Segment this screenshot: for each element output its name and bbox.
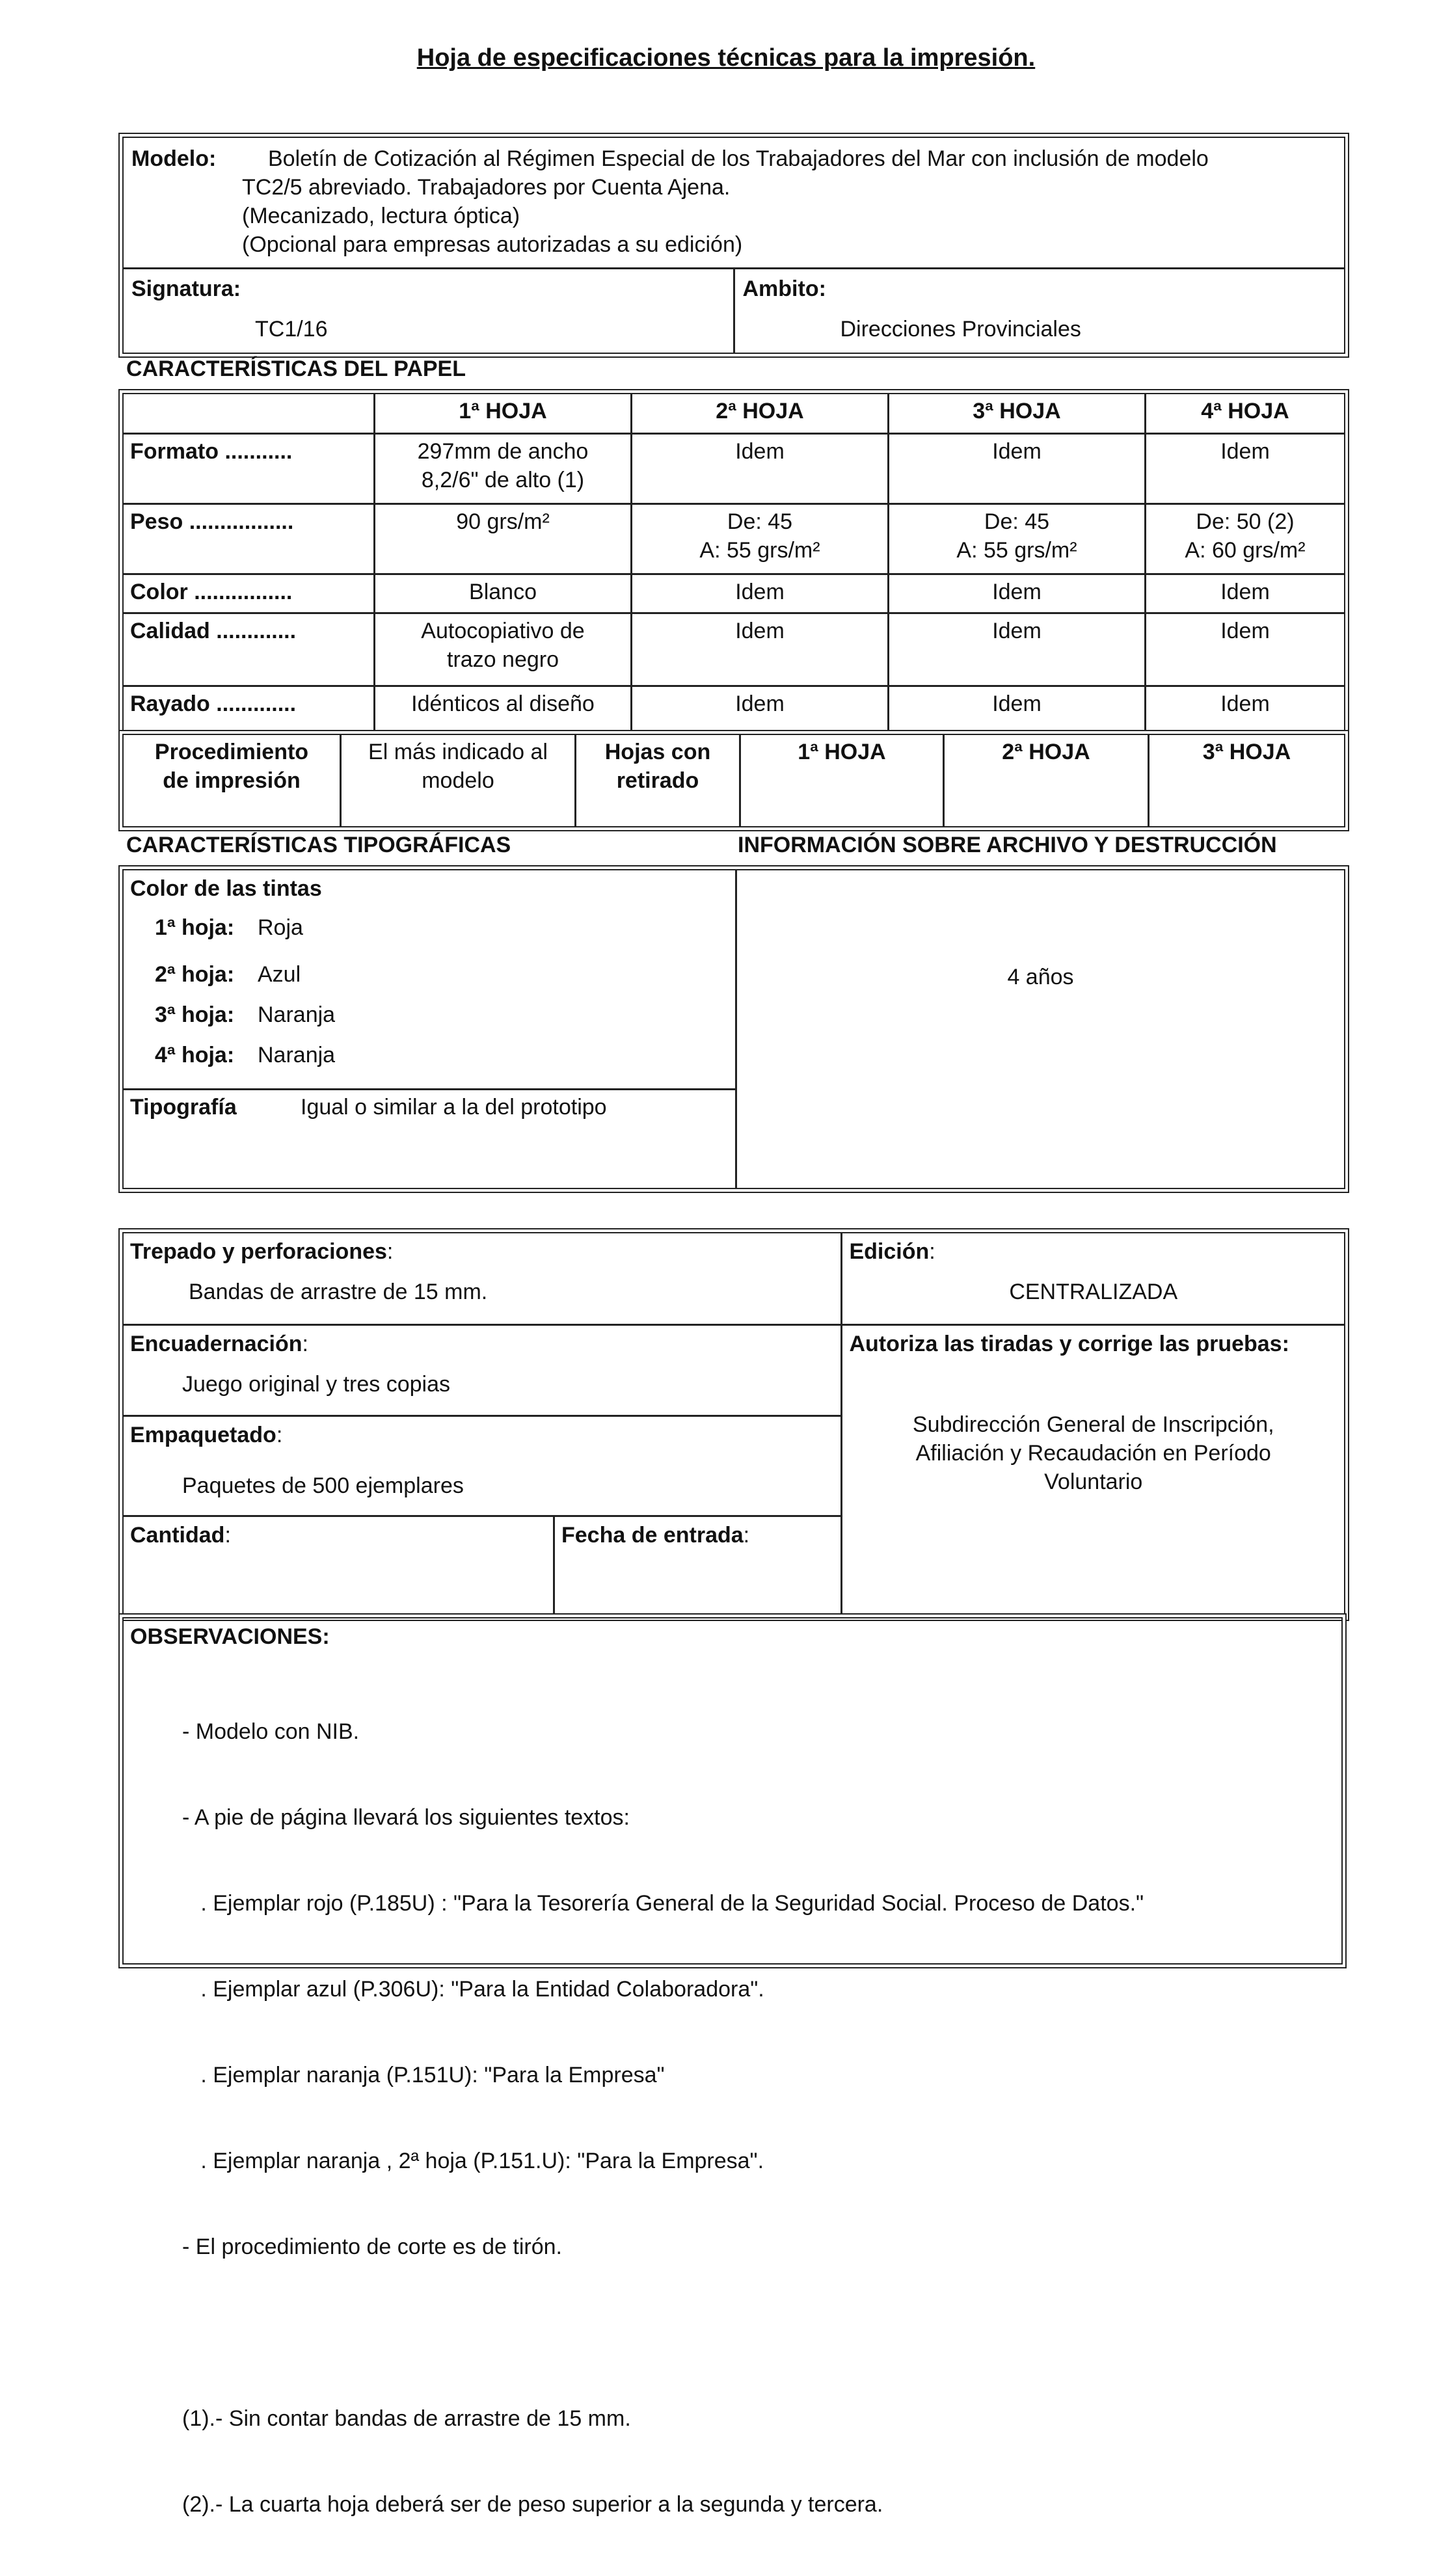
papel-cell: 90 grs/m² (375, 503, 632, 574)
observaciones-line (182, 2318, 1335, 2347)
ink-color: Naranja (258, 1043, 336, 1067)
papel-cell: Idénticos al diseño (375, 686, 632, 730)
observaciones-line: . Ejemplar naranja (P.151U): "Para la Empresa" (182, 2063, 665, 2087)
papel-cell: Idem (632, 686, 889, 730)
empaquetado-cell (124, 1415, 842, 1516)
autoriza-value: Subdirección General de Inscripción, Afiliación y Recaudación en Período Voluntario (912, 1412, 1274, 1494)
tipograficas-heading: CARACTERÍSTICAS TIPOGRÁFICAS (126, 833, 511, 857)
edicion-cell (842, 1233, 1344, 1324)
modelo-line: TC2/5 abreviado. Trabajadores por Cuenta Ajena. (242, 175, 731, 200)
procedimiento-box (122, 734, 1345, 827)
papel-col-header: 4ª HOJA (1146, 394, 1345, 433)
papel-row-label: Calidad ............. (124, 613, 375, 686)
observaciones-label: OBSERVACIONES: (130, 1624, 330, 1649)
cantidad-colon: : (224, 1522, 231, 1548)
retirado-col: 1ª HOJA (740, 735, 944, 826)
modelo-line: (Opcional para empresas autorizadas a su edición) (242, 232, 743, 257)
ink-color: Azul (258, 962, 301, 987)
observaciones-line: (2).- La cuarta hoja deberá ser de peso superior a la segunda y tercera. (182, 2492, 883, 2517)
signatura-cell (124, 268, 734, 353)
color-tintas-cell (124, 870, 736, 1089)
archivo-heading: INFORMACIÓN SOBRE ARCHIVO Y DESTRUCCIÓN (738, 833, 1277, 857)
papel-cell: Idem (632, 433, 889, 503)
papel-col-header: 3ª HOJA (889, 394, 1146, 433)
ambito-label: Ambito: (742, 276, 826, 301)
observaciones-line: - Modelo con NIB. (182, 1719, 360, 1744)
empaquetado-label: Empaquetado (130, 1422, 276, 1447)
edicion-label: Edición (849, 1239, 930, 1264)
trepado-label: Trepado y perforaciones (130, 1239, 387, 1264)
retirado-col: 3ª HOJA (1202, 740, 1291, 764)
observaciones-line: - A pie de página llevará los siguientes textos: (182, 1805, 630, 1830)
encuadernacion-cell (124, 1324, 842, 1415)
observaciones-line: . Ejemplar rojo (P.185U) : "Para la Tesorería General de la Seguridad Social. Proceso de Datos." (182, 1891, 1144, 1916)
modelo-description (242, 144, 1209, 259)
papel-col-header: 2ª HOJA (632, 394, 889, 433)
empaquetado-value: Paquetes de 500 ejemplares (182, 1473, 464, 1498)
ink-sheet: 2ª hoja: (155, 962, 235, 987)
encuadernacion-label: Encuadernación (130, 1331, 302, 1356)
fecha-entrada-colon: : (743, 1522, 750, 1548)
tipografia-value: Igual o similar a la del prototipo (301, 1094, 607, 1120)
observaciones-text (182, 1660, 1335, 2576)
papel-row-label: Color ................ (124, 574, 375, 613)
ink-row (155, 913, 729, 942)
trepado-colon: : (386, 1239, 394, 1264)
papel-cell: Idem (1146, 574, 1345, 613)
ink-row (155, 1000, 729, 1029)
papel-cell: Idem (632, 574, 889, 613)
ink-sheet: 3ª hoja: (155, 1002, 235, 1027)
papel-cell: De: 50 (2) A: 60 grs/m² (1146, 503, 1345, 574)
retirado-col: 2ª HOJA (944, 735, 1149, 826)
procedimiento-value: El más indicado al modelo (341, 735, 576, 826)
papel-col-header: 1ª HOJA (375, 394, 632, 433)
tipografia-label: Tipografía (130, 1094, 237, 1120)
trepado-cell (124, 1233, 842, 1324)
cantidad-label: Cantidad (130, 1522, 225, 1548)
papel-table-box (122, 393, 1345, 731)
modelo-cell (124, 138, 1344, 268)
papel-table (124, 394, 1344, 730)
fecha-entrada-cell (554, 1516, 842, 1616)
trepado-value: Bandas de arrastre de 15 mm. (189, 1280, 488, 1304)
cantidad-cell (124, 1516, 554, 1616)
observaciones-line: (1).- Sin contar bandas de arrastre de 15 mm. (182, 2406, 631, 2431)
papel-cell: Idem (1146, 613, 1345, 686)
papel-heading: CARACTERÍSTICAS DEL PAPEL (126, 356, 466, 381)
ink-color: Roja (258, 915, 303, 940)
encuadernacion-colon: : (302, 1331, 308, 1356)
papel-row-label: Rayado ............. (124, 686, 375, 730)
color-tintas-label: Color de las tintas (130, 876, 322, 901)
observaciones-line: . Ejemplar naranja , 2ª hoja (P.151.U): "Para la Empresa". (182, 2149, 764, 2173)
ink-row (155, 960, 729, 989)
autoriza-cell (842, 1324, 1344, 1616)
archivo-value: 4 años (1007, 965, 1074, 989)
papel-cell: Idem (889, 686, 1146, 730)
tipograficas-box (122, 869, 1345, 1189)
ink-color: Naranja (258, 1002, 336, 1027)
page-title: Hoja de especificaciones técnicas para la impresión. (416, 44, 1036, 72)
observaciones-box (122, 1617, 1343, 2517)
modelo-label: Modelo: (131, 146, 217, 171)
papel-cell: De: 45 A: 55 grs/m² (632, 503, 889, 574)
papel-cell: Idem (1146, 433, 1345, 503)
ink-sheet: 1ª hoja: (155, 915, 235, 940)
tipografia-cell (124, 1089, 736, 1188)
autoriza-label: Autoriza las tiradas y corrige las pruebas: (849, 1331, 1289, 1356)
papel-row-label: Formato ........... (124, 433, 375, 503)
papel-cell: 297mm de ancho 8,2/6" de alto (1) (375, 433, 632, 503)
encuadernacion-value: Juego original y tres copias (182, 1371, 451, 1397)
papel-cell: Autocopiativo de trazo negro (375, 613, 632, 686)
papel-cell: De: 45 A: 55 grs/m² (889, 503, 1146, 574)
papel-cell: Idem (889, 613, 1146, 686)
observaciones-line: . Ejemplar azul (P.306U): "Para la Entidad Colaboradora". (182, 1977, 764, 2002)
observaciones-line: - El procedimiento de corte es de tirón. (182, 2234, 562, 2259)
papel-cell: Idem (889, 433, 1146, 503)
papel-cell: Blanco (375, 574, 632, 613)
archivo-cell (736, 870, 1345, 1188)
papel-row-label: Peso ................. (124, 503, 375, 574)
empaquetado-colon: : (276, 1422, 283, 1447)
ink-sheet: 4ª hoja: (155, 1043, 235, 1067)
modelo-box (122, 137, 1345, 354)
procedimiento-label: Procedimiento de impresión (124, 735, 341, 826)
produccion-box (122, 1232, 1345, 1617)
ink-row (155, 1041, 729, 1069)
papel-cell: Idem (632, 613, 889, 686)
signatura-label: Signatura: (131, 276, 241, 301)
modelo-line: (Mecanizado, lectura óptica) (242, 204, 520, 228)
hojas-retirado-label: Hojas con retirado (576, 735, 740, 826)
edicion-value: CENTRALIZADA (1009, 1280, 1178, 1304)
ambito-cell (734, 268, 1344, 353)
edicion-colon: : (929, 1239, 935, 1264)
signatura-value: TC1/16 (255, 316, 328, 342)
papel-corner-cell (124, 394, 375, 433)
papel-cell: Idem (889, 574, 1146, 613)
ambito-value: Direcciones Provinciales (840, 316, 1081, 342)
modelo-line: Boletín de Cotización al Régimen Especial de los Trabajadores del Mar con inclusión de modelo (268, 146, 1209, 171)
fecha-entrada-label: Fecha de entrada (561, 1522, 744, 1548)
papel-cell: Idem (1146, 686, 1345, 730)
